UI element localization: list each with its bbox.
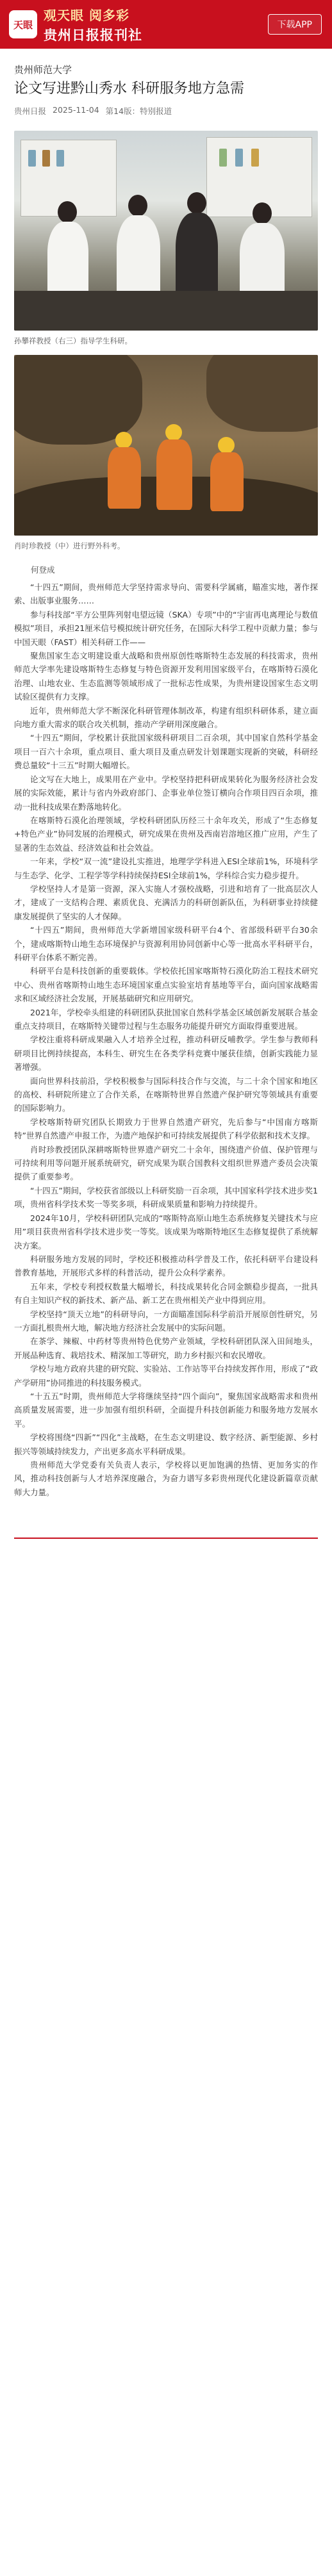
article-paragraph: 肖时珍教授团队深耕喀斯特世界遗产研究二十余年，围绕遗产价值、保护管理与可持续利用等问题开展系统研究，研究成果为联合国教科文组织世界遗产委员会决策提供了重要参考。: [14, 1144, 318, 1182]
person-head: [253, 202, 272, 224]
reagent-bottle: [251, 149, 259, 167]
article-paragraph: 学校喀斯特研究团队长期致力于世界自然遗产研究，先后参与“中国南方喀斯特”世界自然遗产申报工作，为遗产地保护和可持续发展提供了科学依据和技术支撑。: [14, 1117, 318, 1141]
person-head: [187, 192, 206, 214]
brand-slogan: 观天眼 阅多彩: [44, 7, 129, 23]
lab-photo[interactable]: [14, 131, 318, 331]
article-paragraph: 在茶学、辣椒、中药材等贵州特色优势产业领域，学校科研团队深入田间地头，开展品种选育、栽培技术、精深加工等研究，助力乡村振兴和农民增收。: [14, 1336, 318, 1360]
brand-text: [44, 5, 142, 44]
person-labcoat: [240, 223, 285, 299]
article-paragraph: 2024年10月，学校科研团队完成的“喀斯特高原山地生态系统修复关键技术与应用”项目获贵州省科学技术进步奖一等奖。该成果为喀斯特地区生态修复提供了系统解决方案。: [14, 1213, 318, 1251]
tianyan-logo: 天眼: [9, 10, 37, 38]
meta-source: 贵州日报: [14, 106, 47, 116]
article-title: 论文写进黔山秀水 科研服务地方急需: [14, 81, 244, 97]
meta-section: 第14版：特别报道: [105, 106, 172, 116]
brand-name: 贵州日报报刊社: [44, 27, 142, 43]
article-paragraph: 学校坚持“顶天立地”的科研导向，一方面瞄准国际科学前沿开展原创性研究，另一方面扎根贵州大地，解决地方经济社会发展中的实际问题。: [14, 1309, 318, 1333]
paragraph-list: [14, 580, 318, 1499]
person-labcoat: [117, 215, 160, 299]
fieldwork-photo[interactable]: [14, 355, 318, 536]
article-paragraph: 学校注重将科研成果融入人才培养全过程，推动科研反哺教学。学生参与教师科研项目比例持续提高，本科生、研究生在各类学科竞赛中屡获佳绩，创新实践能力显著增强。: [14, 1035, 318, 1072]
helmet: [115, 432, 132, 448]
download-app-button[interactable]: 下载APP: [268, 14, 322, 35]
photo-caption-2: 肖时珍教授（中）进行野外科考。: [14, 541, 125, 550]
article-paragraph: 学校与地方政府共建的研究院、实验站、工作站等平台持续发挥作用，形成了“政产学研用”协同推进的科技服务模式。: [14, 1364, 318, 1388]
orange-suit-person: [156, 439, 192, 510]
article-paragraph: 学校坚持人才是第一资源，深入实施人才强校战略，引进和培育了一批高层次人才，建成了一支结构合理、素质优良、充满活力的科研创新队伍，为科研事业持续健康发展提供了坚实的人才保障。: [14, 883, 318, 921]
photo-block-2: [0, 355, 332, 560]
helmet: [165, 424, 182, 441]
article-paragraph: 聚焦国家生态文明建设重大战略和贵州原创性喀斯特生态发展的科技需求，贵州师范大学率先建设喀斯特生态修复与特色资源开发利用国家级平台，在喀斯特石漠化治理、山地农业、生态监测等领域形成了一批标志性成果，为贵州建设国家生态文明试验区提供有力支撑。: [14, 651, 318, 702]
reagent-bottle: [219, 149, 227, 167]
cave-rock: [206, 355, 318, 432]
reagent-bottle: [235, 149, 243, 167]
article-paragraph: “十四五”期间，学校累计获批国家级科研项目二百余项，其中国家自然科学基金项目一百六十余项，重点项目、重大项目及重点研发计划课题实现新的突破，科研经费总量较“十三五”时期大幅增长。: [14, 733, 318, 771]
photo-caption-1: 孙攀祥教授（右三）指导学生科研。: [14, 336, 132, 345]
article-paragraph: “十四五”期间，贵州师范大学坚持需求导向、需要科学属痛，瞄准实地，著作探索、出版事业服务……: [14, 582, 318, 606]
article-paragraph: “十五五”时期，贵州师范大学将继续坚持“四个面向”，聚焦国家战略需求和贵州高质量发展需要，进一步加强有组织科研，全面提升科技创新能力和服务地方发展水平。: [14, 1391, 318, 1429]
reagent-bottle: [42, 150, 50, 167]
article-header: [0, 49, 332, 120]
reagent-bottle: [56, 150, 64, 167]
article-body: [0, 560, 332, 1525]
article-paragraph: 学校将围绕“四新”“四化”主战略，在生态文明建设、数字经济、新型能源、乡村振兴等领域持续发力，产出更多高水平科研成果。: [14, 1432, 318, 1456]
orange-suit-person: [108, 447, 141, 509]
article-kicker: 贵州师范大学: [14, 64, 72, 76]
article-paragraph: 面向世界科技前沿，学校积极参与国际科技合作与交流，与二十余个国家和地区的高校、科研院所建立了合作关系，在喀斯特世界自然遗产保护研究等领域具有重要的国际影响力。: [14, 1076, 318, 1113]
article-meta: [14, 105, 318, 117]
article-paragraph: 参与科技部“平方公里阵列射电望远镜（SKA）专项”中的“宇宙再电离理论与数值模拟”项目，承担21厘米信号模拟统计研究任务，在国际大科学工程中贡献力量；参与中国天眼（FAST）相关科研工作——: [14, 609, 318, 647]
person-head: [128, 195, 147, 217]
person-dark-jacket: [176, 213, 218, 299]
app-banner: [0, 0, 332, 49]
cave-rock: [14, 355, 142, 445]
article-paragraph: 一年来，学校“双一流”建设扎实推进，地理学学科进入ESI全球前1%，环境科学与生态学、化学、工程学等学科持续保持ESI全球前1%，学科综合实力稳步提升。: [14, 857, 318, 880]
orange-suit-person: [210, 452, 244, 511]
article-paragraph: 科研平台是科技创新的重要载体。学校依托国家喀斯特石漠化防治工程技术研究中心、贵州省喀斯特山地生态环境国家重点实验室培育基地等平台，面向国家战略需求和区域经济社会发展，开展基础研究和应用研究。: [14, 966, 318, 1004]
article-paragraph: “十四五”期间，贵州师范大学新增国家级科研平台4个、省部级科研平台30余个，建成喀斯特山地生态环境保护与资源利用协同创新中心等一批高水平科研平台，科研平台体系不断完善。: [14, 925, 318, 962]
reagent-bottle: [28, 150, 36, 167]
article-paragraph: 在喀斯特石漠化治理领域，学校科研团队历经三十余年攻关，形成了“生态修复+特色产业”协同发展的治理模式，研究成果在贵州及西南岩溶地区推广应用，产生了显著的生态效益、经济效益和社会效益。: [14, 815, 318, 853]
lab-bench: [14, 291, 318, 331]
article-paragraph: 论文写在大地上，成果用在产业中。学校坚持把科研成果转化为服务经济社会发展的实际效能，累计与省内外政府部门、企事业单位签订横向合作项目四百余项，推动一批科技成果在黔落地转化。: [14, 774, 318, 812]
person-head: [58, 201, 77, 223]
article-paragraph: 科研服务地方发展的同时，学校还积极推动科学普及工作，依托科研平台建设科普教育基地，开展形式多样的科普活动，提升公众科学素养。: [14, 1254, 318, 1278]
photo-block-1: [0, 120, 332, 355]
person-labcoat: [47, 222, 88, 299]
helmet: [218, 437, 235, 454]
article-paragraph: 2021年，学校牵头组建的科研团队获批国家自然科学基金区域创新发展联合基金重点支持项目，在喀斯特关键带过程与生态服务功能提升研究方面取得重要进展。: [14, 1007, 318, 1031]
footer-divider: [14, 1538, 318, 1539]
article-author: 何登成: [31, 565, 55, 575]
article-paragraph: “十四五”期间，学校获省部级以上科研奖励一百余项，其中国家科学技术进步奖1项，贵州省科学技术奖一等奖多项，科研成果质量和影响力持续提升。: [14, 1185, 318, 1210]
article-paragraph: 贵州师范大学党委有关负责人表示，学校将以更加饱满的热情、更加务实的作风，推动科技创新与人才培养深度融合，为奋力谱写多彩贵州现代化建设新篇章贡献师大力量。: [14, 1460, 318, 1497]
article-paragraph: 五年来，学校专利授权数量大幅增长，科技成果转化合同金额稳步提高，一批具有自主知识产权的新技术、新产品、新工艺在贵州相关产业中得到应用。: [14, 1281, 318, 1306]
article-paragraph: 近年，贵州师范大学不断深化科研管理体制改革，构建有组织科研体系，建立面向地方重大需求的联合攻关机制，推动产学研用深度融合。: [14, 705, 318, 730]
meta-date: 2025-11-04: [53, 105, 99, 115]
